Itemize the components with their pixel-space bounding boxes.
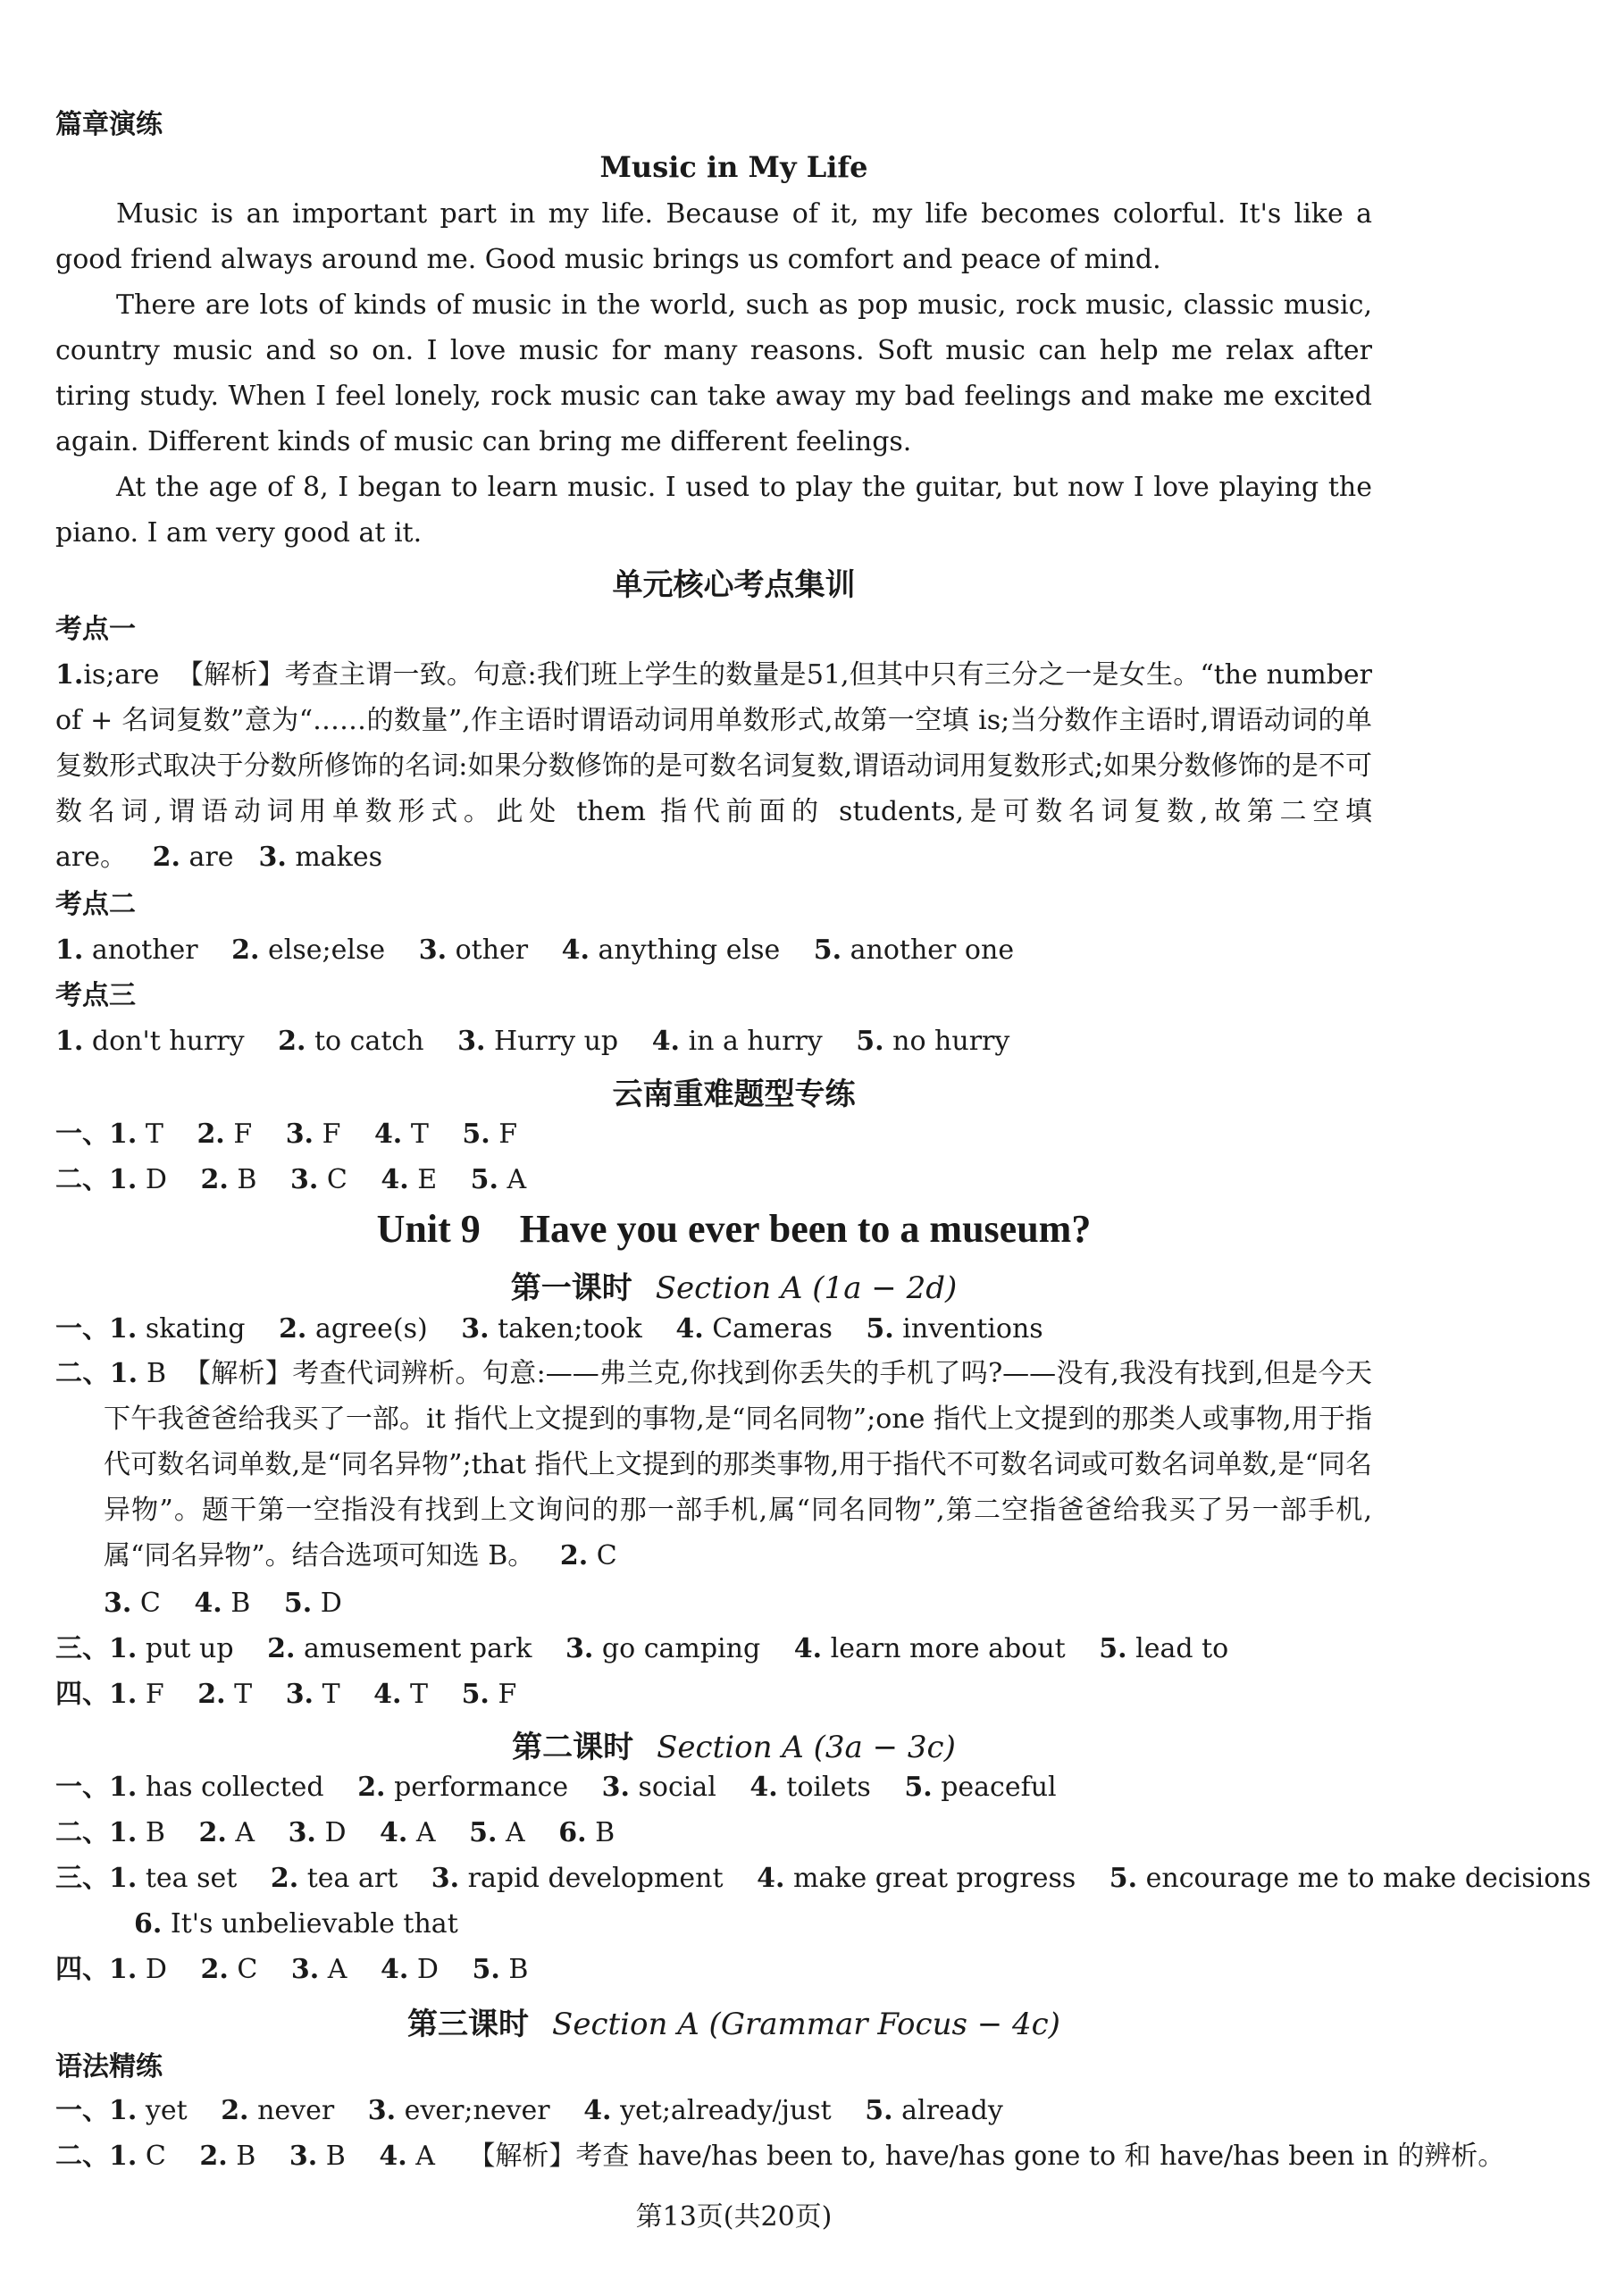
- answer-text: ever;never: [404, 2095, 550, 2126]
- answer-number: 6.: [558, 1817, 587, 1848]
- answer-number: 3.: [565, 1633, 594, 1664]
- question-prefix: 一、: [55, 1313, 109, 1345]
- answer-text: A: [327, 1954, 347, 1985]
- answer-text: A: [415, 1817, 436, 1848]
- answer-text: Cameras: [712, 1313, 833, 1345]
- lesson-section: Section A (1a − 2d): [655, 1270, 958, 1306]
- question-prefix: 三、: [55, 1863, 109, 1894]
- lesson1-q2-rest: [104, 1586, 367, 1621]
- analysis-tag: 【解析】: [468, 2141, 576, 2172]
- answer-number: 1.: [55, 659, 84, 691]
- lesson-label: 第一课时: [510, 1270, 632, 1306]
- question-prefix: 一、: [55, 1119, 109, 1150]
- core-training-title: 单元核心考点集训: [612, 567, 856, 603]
- lesson-label: 第二课时: [512, 1730, 634, 1765]
- lesson1-q4: [55, 1677, 1372, 1713]
- answer-text: anything else: [598, 934, 781, 966]
- answer-text: lead to: [1135, 1633, 1229, 1664]
- question-prefix: 一、: [55, 1772, 109, 1803]
- answer-text: F: [233, 1119, 253, 1150]
- answer-number: 6.: [134, 1908, 163, 1940]
- answer-number: 3.: [418, 934, 448, 966]
- answer-number: 5.: [813, 934, 842, 966]
- question-prefix: 二、: [55, 1358, 110, 1389]
- answer-number: 1.: [109, 1817, 138, 1848]
- answer-number: 4.: [380, 1817, 408, 1848]
- answer-text: yet: [145, 2095, 188, 2126]
- answer-number: 3.: [104, 1588, 132, 1619]
- answer-text: makes: [295, 842, 382, 873]
- answer-text: A: [235, 1817, 255, 1848]
- lesson2-q4: [55, 1952, 1372, 1988]
- answer-number: 2.: [231, 934, 260, 966]
- answer-number: 2.: [200, 1954, 229, 1985]
- answer-number: 3.: [285, 1679, 314, 1710]
- answer-text: encourage me to make decisions: [1145, 1863, 1591, 1894]
- point1-answer-block: [55, 652, 1372, 880]
- answer-text: D: [416, 1954, 439, 1985]
- answer-number: 3.: [461, 1313, 490, 1345]
- answer-number: 1.: [109, 1164, 138, 1195]
- lesson3-heading: [0, 1999, 1468, 2043]
- answer-number: 2.: [357, 1772, 386, 1803]
- answer-text: C: [139, 1588, 161, 1619]
- answer-text: another one: [850, 934, 1015, 966]
- answer-text: It's unbelievable that: [170, 1908, 458, 1940]
- lesson3-q1: [55, 2093, 1372, 2129]
- answer-text: inventions: [902, 1313, 1043, 1345]
- grammar-label: 语法精练: [55, 2051, 163, 2082]
- analysis-text: 考查 have/has been to, have/has gone to 和 have/has been in 的辨析。: [575, 2141, 1505, 2172]
- answer-number: 3.: [367, 2095, 397, 2126]
- answer-number: 2.: [197, 1679, 226, 1710]
- answer-text: E: [417, 1164, 438, 1195]
- point3-label: 考点三: [55, 980, 136, 1011]
- point2-label: 考点二: [55, 889, 136, 920]
- answer-number: 3.: [289, 2141, 318, 2172]
- answer-text: make great progress: [792, 1863, 1076, 1894]
- answer-text: amusement park: [303, 1633, 532, 1664]
- question-prefix: 四、: [55, 1679, 109, 1710]
- answer-text: else;else: [268, 934, 386, 966]
- answer-text: B: [236, 2141, 256, 2172]
- answer-text: never: [257, 2095, 335, 2126]
- lesson-label: 第三课时: [407, 2007, 530, 2042]
- answer-number: 2.: [267, 1633, 296, 1664]
- answer-text: F: [145, 1679, 164, 1710]
- lesson3-q2: [55, 2139, 1505, 2174]
- answer-number: 2.: [279, 1313, 307, 1345]
- unit-title: Unit 9 Have you ever been to a museum?: [376, 1207, 1092, 1251]
- answer-text: B: [230, 1588, 251, 1619]
- answer-text: go camping: [601, 1633, 761, 1664]
- answer-number: 1.: [109, 2141, 138, 2172]
- answer-number: 4.: [793, 1633, 823, 1664]
- answer-text: peaceful: [941, 1772, 1057, 1803]
- answer-text: A: [415, 2141, 435, 2172]
- answer-number: 3.: [289, 1164, 319, 1195]
- point3-answers: [55, 1024, 1372, 1060]
- answer-text: D: [145, 1954, 167, 1985]
- answer-number: 5.: [470, 1164, 498, 1195]
- essay-paragraph-2: There are lots of kinds of music in the world, such as pop music, rock music, classic music, country music and so on. I love music for many reasons. Soft music can help me relax after tiring study. When I feel lonely, rock music can take away my bad feelings and make me excited again. Different kinds of music can bring me different feelings.: [55, 289, 1372, 457]
- answer-text: already: [901, 2095, 1003, 2126]
- answer-number: 4.: [194, 1588, 222, 1619]
- answer-number: 5.: [283, 1588, 313, 1619]
- answer-number: 4.: [583, 2095, 612, 2126]
- answer-text: tea art: [306, 1863, 398, 1894]
- answer-text: are: [188, 842, 234, 873]
- answer-text: C: [596, 1540, 617, 1571]
- answer-number: 5.: [866, 1313, 894, 1345]
- answer-text: B: [146, 1358, 167, 1389]
- essay-paragraph-1: Music is an important part in my life. Because of it, my life becomes colorful. It's like a good friend always around me. Good music brings us comfort and peace of mind.: [55, 198, 1372, 275]
- answer-number: 2.: [221, 2095, 249, 2126]
- answer-number: 3.: [431, 1863, 460, 1894]
- answer-number: 2.: [198, 1817, 227, 1848]
- answer-number: 2.: [152, 842, 180, 873]
- answer-number: 5.: [462, 1119, 490, 1150]
- answer-text: social: [638, 1772, 716, 1803]
- lesson-section: Section A (Grammar Focus − 4c): [552, 2007, 1060, 2042]
- answer-number: 3.: [258, 842, 287, 873]
- lesson2-q3: [55, 1861, 1591, 1897]
- answer-number: 4.: [373, 1119, 403, 1150]
- answer-text: F: [498, 1119, 518, 1150]
- answer-number: 1.: [55, 934, 84, 966]
- answer-text: in a hurry: [688, 1026, 823, 1057]
- answer-number: 1.: [109, 1358, 138, 1389]
- answer-number: 3.: [601, 1772, 630, 1803]
- answer-text: C: [145, 2141, 166, 2172]
- answer-number: 5.: [1109, 1863, 1138, 1894]
- answer-number: 2.: [559, 1540, 589, 1571]
- answer-text: T: [410, 1679, 429, 1710]
- answer-number: 4.: [380, 1954, 409, 1985]
- answer-text: other: [455, 934, 529, 966]
- section-label-chapter-practice: 篇章演练: [55, 109, 163, 140]
- answer-number: 3.: [285, 1119, 314, 1150]
- answer-text: B: [325, 2141, 346, 2172]
- answer-text: tea set: [145, 1863, 238, 1894]
- question-prefix: 四、: [55, 1954, 109, 1985]
- answer-number: 3.: [290, 1954, 320, 1985]
- answer-number: 5.: [472, 1954, 500, 1985]
- answer-number: 1.: [109, 1313, 138, 1345]
- page-number: 第13页(共20页): [635, 2201, 833, 2233]
- answer-text: B: [595, 1817, 615, 1848]
- answer-text: is;are: [83, 659, 160, 691]
- essay-paragraph-3: At the age of 8, I began to learn music. I used to play the guitar, but now I love playing the piano. I am very good at it.: [55, 472, 1372, 549]
- answer-number: 5.: [856, 1026, 884, 1057]
- answer-text: put up: [145, 1633, 234, 1664]
- essay-title: Music in My Life: [599, 150, 868, 184]
- answer-text: learn more about: [830, 1633, 1066, 1664]
- answer-text: T: [145, 1119, 163, 1150]
- answer-text: don't hurry: [91, 1026, 245, 1057]
- answer-text: F: [498, 1679, 517, 1710]
- answer-number: 4.: [561, 934, 590, 966]
- answer-text: D: [145, 1164, 167, 1195]
- answer-text: toilets: [786, 1772, 871, 1803]
- answer-number: 1.: [109, 1633, 138, 1664]
- answer-text: C: [237, 1954, 258, 1985]
- answer-text: T: [322, 1679, 340, 1710]
- analysis-tag: 【解析】: [183, 1358, 293, 1389]
- analysis-text: 考查主谓一致。句意:我们班上学生的数量是51,但其中只有三分之一是女生。“the number of + 名词复数”意为“……的数量”,作主语时谓语动词用单数形式,故第一空填 is;当分数作主语时,谓语动词的单复数形式取决于分数所修饰的名词:如果分数修饰的是可数名词复数,谓语动词用复数形式;如果分数修饰的是不可数名词,谓语动词用单数形式。此处 them 指代前面的 students,是可数名词复数,故第二空填 are。: [55, 659, 1372, 873]
- answer-number: 4.: [749, 1772, 778, 1803]
- yunnan-row-2: [55, 1162, 1372, 1198]
- question-prefix: 二、: [55, 1164, 109, 1195]
- answer-number: 4.: [675, 1313, 704, 1345]
- answer-number: 3.: [288, 1817, 316, 1848]
- answer-number: 5.: [469, 1817, 498, 1848]
- answer-text: T: [234, 1679, 253, 1710]
- lesson2-q2: [55, 1815, 1372, 1851]
- answer-text: D: [320, 1588, 342, 1619]
- answer-number: 4.: [757, 1863, 785, 1894]
- answer-number: 2.: [199, 2141, 228, 2172]
- answer-text: B: [145, 1817, 165, 1848]
- lesson1-q2-block: [55, 1351, 1372, 1579]
- lesson2-q3-extra: [134, 1906, 458, 1942]
- answer-text: yet;already/just: [620, 2095, 832, 2126]
- yunnan-title: 云南重难题型专练: [612, 1077, 856, 1112]
- point2-answers: [55, 933, 1372, 968]
- answer-text: A: [506, 1817, 525, 1848]
- analysis-text: 考查代词辨析。句意:——弗兰克,你找到你丢失的手机了吗?——没有,我没有找到,但是今天下午我爸爸给我买了一部。it 指代上文提到的事物,是“同名同物”;one 指代上文提到的那类人或事物,用于指代可数名词单数,是“同名异物”;that 指代上文提到的那类事物,用于指代不可数名词或可数名词单数,是“同名异物”。题干第一空指没有找到上文询问的那一部手机,属“同名同物”,第二空指爸爸给我买了另一部手机,属“同名异物”。结合选项可知选 B。: [104, 1358, 1372, 1571]
- question-prefix: 二、: [55, 1817, 109, 1848]
- lesson2-q1: [55, 1770, 1372, 1806]
- lesson-section: Section A (3a − 3c): [657, 1730, 956, 1765]
- answer-number: 1.: [109, 2095, 138, 2126]
- answer-number: 5.: [1099, 1633, 1127, 1664]
- answer-number: 2.: [270, 1863, 299, 1894]
- answer-text: F: [322, 1119, 341, 1150]
- answer-number: 4.: [373, 1679, 402, 1710]
- answer-number: 4.: [381, 1164, 409, 1195]
- answer-number: 3.: [457, 1026, 486, 1057]
- answer-text: performance: [394, 1772, 569, 1803]
- answer-number: 4.: [651, 1026, 681, 1057]
- answer-number: 1.: [109, 1954, 138, 1985]
- answer-number: 5.: [865, 2095, 893, 2126]
- lesson1-q1: [55, 1311, 1372, 1347]
- answer-text: D: [324, 1817, 347, 1848]
- question-prefix: 二、: [55, 2141, 109, 2172]
- answer-text: skating: [145, 1313, 246, 1345]
- answer-number: 2.: [197, 1119, 225, 1150]
- answer-text: B: [237, 1164, 257, 1195]
- answer-number: 1.: [109, 1772, 138, 1803]
- lesson2-heading: [0, 1722, 1468, 1766]
- answer-text: taken;took: [498, 1313, 642, 1345]
- answer-text: rapid development: [467, 1863, 724, 1894]
- answer-text: Hurry up: [493, 1026, 619, 1057]
- answer-text: C: [326, 1164, 347, 1195]
- yunnan-row-1: [55, 1117, 1372, 1152]
- answer-number: 1.: [109, 1119, 138, 1150]
- answer-number: 1.: [109, 1863, 138, 1894]
- answer-text: A: [507, 1164, 527, 1195]
- answer-text: to catch: [314, 1026, 424, 1057]
- answer-number: 2.: [200, 1164, 229, 1195]
- answer-number: 2.: [278, 1026, 306, 1057]
- answer-number: 5.: [461, 1679, 490, 1710]
- answer-number: 1.: [55, 1026, 84, 1057]
- answer-text: another: [91, 934, 198, 966]
- lesson1-q3: [55, 1631, 1372, 1667]
- point1-label: 考点一: [55, 614, 136, 645]
- answer-number: 1.: [109, 1679, 138, 1710]
- answer-number: 5.: [904, 1772, 933, 1803]
- answer-text: no hurry: [892, 1026, 1010, 1057]
- analysis-tag: 【解析】: [176, 659, 285, 691]
- answer-number: 4.: [379, 2141, 407, 2172]
- answer-text: has collected: [145, 1772, 324, 1803]
- answer-text: agree(s): [314, 1313, 428, 1345]
- lesson1-heading: [0, 1263, 1468, 1307]
- question-prefix: 三、: [55, 1633, 109, 1664]
- answer-text: T: [410, 1119, 429, 1150]
- answer-text: B: [508, 1954, 529, 1985]
- question-prefix: 一、: [55, 2095, 109, 2126]
